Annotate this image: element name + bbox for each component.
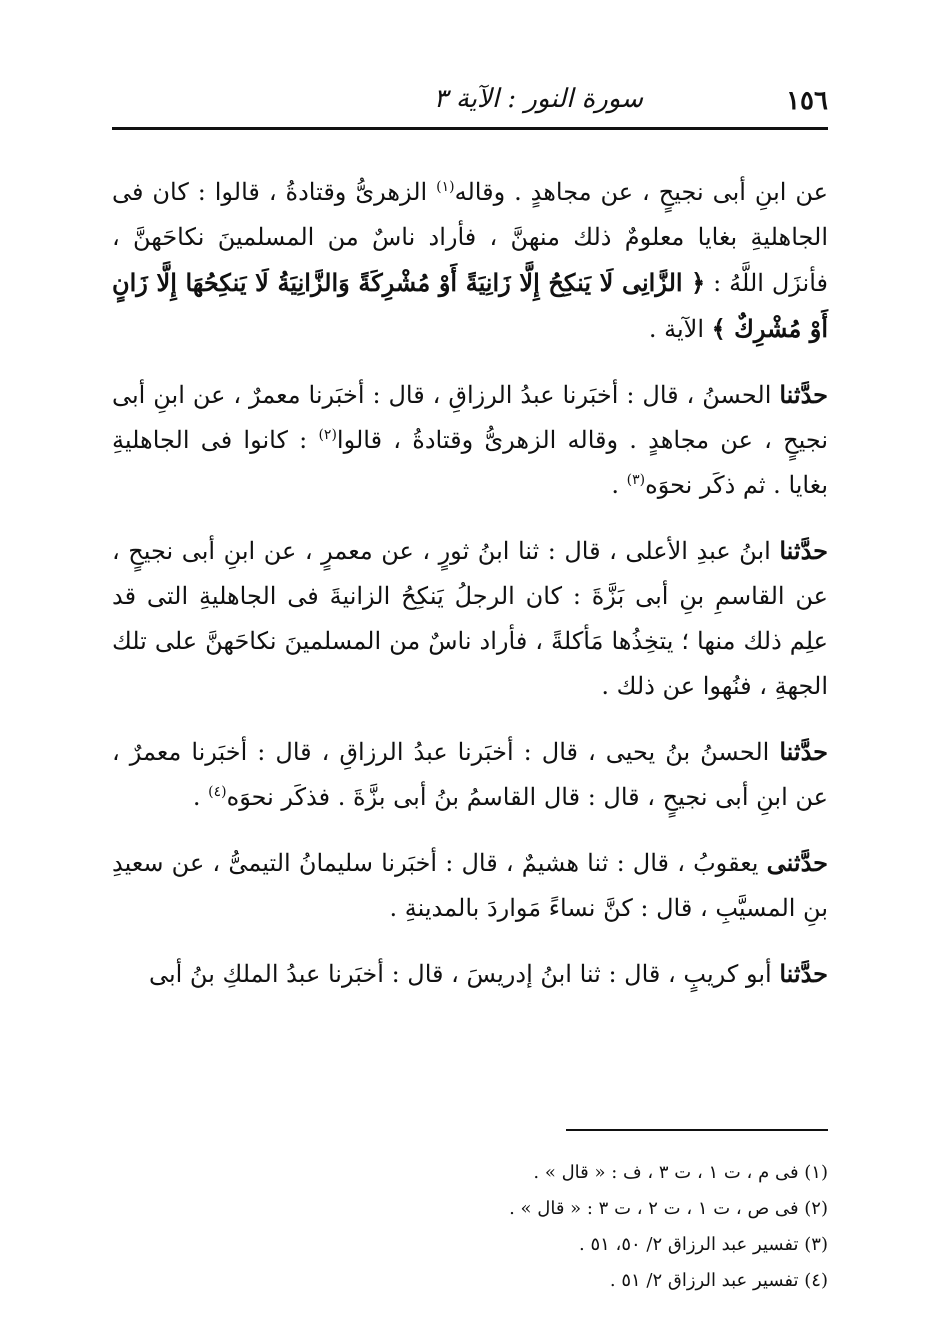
paragraph bbox=[112, 372, 828, 508]
header-rule bbox=[112, 127, 828, 130]
paragraph-text: . bbox=[192, 783, 209, 811]
footnote-ref: (٤) bbox=[208, 784, 227, 800]
footnote-separator bbox=[566, 1129, 828, 1131]
paragraph-text: الحسنُ بنُ يحيى ، قال : أخبَرنا عبدُ الرزاقِ ، قال : أخبَرنا معمرٌ ، عن ابنِ أبى نجيحٍ ، قال : قال القاسمُ بنُ أبى بزَّةَ . فذكَر نحوَه bbox=[112, 738, 828, 811]
paragraph-text: الآية . bbox=[648, 315, 712, 343]
paragraph-text: . bbox=[611, 471, 627, 499]
body-text bbox=[112, 170, 828, 997]
paragraph bbox=[112, 528, 828, 709]
footnote-1: (١) فى م ، ت ١ ، ت ٣ ، ف : « قال » . bbox=[533, 1162, 828, 1183]
paragraph bbox=[112, 951, 828, 997]
footnote-3: (٣) تفسير عبد الرزاق ٢/ ٥٠، ٥١ . bbox=[579, 1234, 828, 1255]
paragraph bbox=[112, 840, 828, 931]
footnote-ref: (١) bbox=[436, 179, 455, 195]
footnote-4: (٤) تفسير عبد الرزاق ٢/ ٥١ . bbox=[609, 1270, 828, 1291]
footnotes bbox=[112, 1155, 828, 1299]
page-number: ١٥٦ bbox=[786, 86, 828, 116]
paragraph-lead: حدَّثنى bbox=[766, 848, 828, 877]
paragraph bbox=[112, 170, 828, 352]
footnote-ref: (٣) bbox=[626, 472, 646, 488]
paragraph-text: أبو كريبٍ ، قال : ثنا ابنُ إدريسَ ، قال : أخبَرنا عبدُ الملكِ بنُ أبى bbox=[148, 960, 780, 988]
paragraph-text: عن ابنِ أبى نجيحٍ ، عن مجاهدٍ . وقاله bbox=[454, 178, 828, 206]
footnote-ref: (٢) bbox=[318, 427, 337, 443]
paragraph-text: : كانوا فى الجاهليةِ بغايا . ثم ذكَر نحوَه bbox=[112, 426, 828, 499]
paragraph-text: الزهرىُّ وقتادةُ ، قالوا : كان فى الجاهليةِ بغايا معلومٌ ذلك منهنَّ ، فأراد ناسٌ من المسلمينَ نكاحَهنَّ ، فأنزَل اللَّهُ : bbox=[112, 178, 828, 297]
paragraph-text: يعقوبُ ، قال : ثنا هشيمٌ ، قال : أخبَرنا سليمانُ التيمىُّ ، عن سعيدِ بنِ المسيَّبِ ، قال : كنَّ نساءً مَواردَ بالمدينةِ . bbox=[112, 849, 828, 922]
paragraph-lead: حدَّثنا bbox=[779, 737, 828, 766]
paragraph-text: ابنُ عبدِ الأعلى ، قال : ثنا ابنُ ثورٍ ، عن معمرٍ ، عن ابنِ أبى نجيحٍ ، عن القاسمِ بنِ أبى بَزَّةَ : كان الرجلُ يَنكِحُ الزانيةَ فى الجاهليةِ التى قد علِم ذلك منها ؛ يتخِذُها مَأكلةً ، فأراد ناسٌ من المسلمينَ نكاحَهنَّ على تلك الجهةِ ، فنُهوا عن ذلك . bbox=[112, 537, 828, 700]
paragraph-lead: حدَّثنا bbox=[779, 536, 828, 565]
running-title: سورة النور : الآية ٣ bbox=[433, 84, 643, 114]
paragraph-lead: حدَّثنا bbox=[779, 380, 828, 409]
quran-verse: ﴿ الزَّانِى لَا يَنكِحُ إِلَّا زَانِيَةً أَوْ مُشْرِكَةً وَالزَّانِيَةُ لَا يَنكِحُهَا إِلَّا زَانٍ أَوْ مُشْرِكٌ ﴾ bbox=[112, 268, 828, 343]
paragraph-text: الحسنُ ، قال : أخبَرنا عبدُ الرزاقِ ، قال : أخبَرنا معمرٌ ، عن ابنِ أبى نجيحٍ ، عن مجاهدٍ . وقاله الزهرىُّ وقتادةُ ، قالوا bbox=[112, 381, 828, 454]
paragraph-lead: حدَّثنا bbox=[779, 959, 828, 988]
page-header bbox=[112, 78, 828, 126]
footnote-2: (٢) فى ص ، ت ١ ، ت ٢ ، ت ٣ : « قال » . bbox=[509, 1198, 828, 1219]
paragraph bbox=[112, 729, 828, 820]
